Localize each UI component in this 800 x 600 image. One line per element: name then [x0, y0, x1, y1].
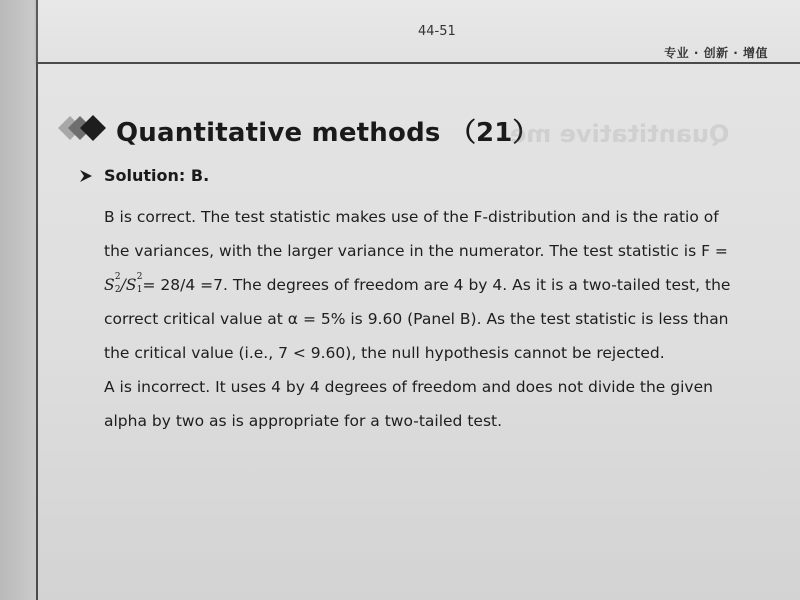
- section-heading: Quantitative methods （21）: [116, 118, 539, 148]
- page-number: 44-51: [418, 24, 456, 39]
- solution-row: [78, 166, 209, 185]
- formula-numerator: S 2 2: [104, 272, 121, 295]
- paragraph-a-incorrect: A is incorrect. It uses 4 by 4 degrees of freedom and does not divide the given alpha by two as is appropriate for a two-tailed test.: [104, 378, 713, 430]
- paragraph-b-text-2: = 28/4 =7. The degrees of freedom are 4 by 4. As it is a two-tailed test, the correct critical value at α = 5% is 9.60 (Panel B). As the test statistic is less than the critical value (i.e., 7 < 9.60), the null hypothesis cannot be rejected.: [104, 276, 731, 362]
- solution-label: Solution: B.: [104, 166, 210, 185]
- page-edge-shadow: [0, 0, 36, 600]
- formula-denominator: S 2 1: [125, 272, 143, 295]
- solution-body: [104, 200, 744, 438]
- page-motto: 专业 · 创新 · 增值: [664, 46, 768, 60]
- bleed-through-text: Quantitative me: [510, 120, 730, 148]
- diamond-bullet-icon: [52, 110, 112, 146]
- f-statistic-formula: S 2 2 /S 2 1: [104, 276, 142, 294]
- paragraph-b-text-1: B is correct. The test statistic makes use of the F-distribution and is the ratio of the variances, with the larger variance in the numerator. The test statistic is F =: [104, 208, 728, 260]
- arrow-bullet-icon: [78, 168, 94, 184]
- diamond-dark-shape: [80, 115, 106, 141]
- paragraph-b-correct: [104, 200, 744, 370]
- previous-page: [36, 0, 800, 63]
